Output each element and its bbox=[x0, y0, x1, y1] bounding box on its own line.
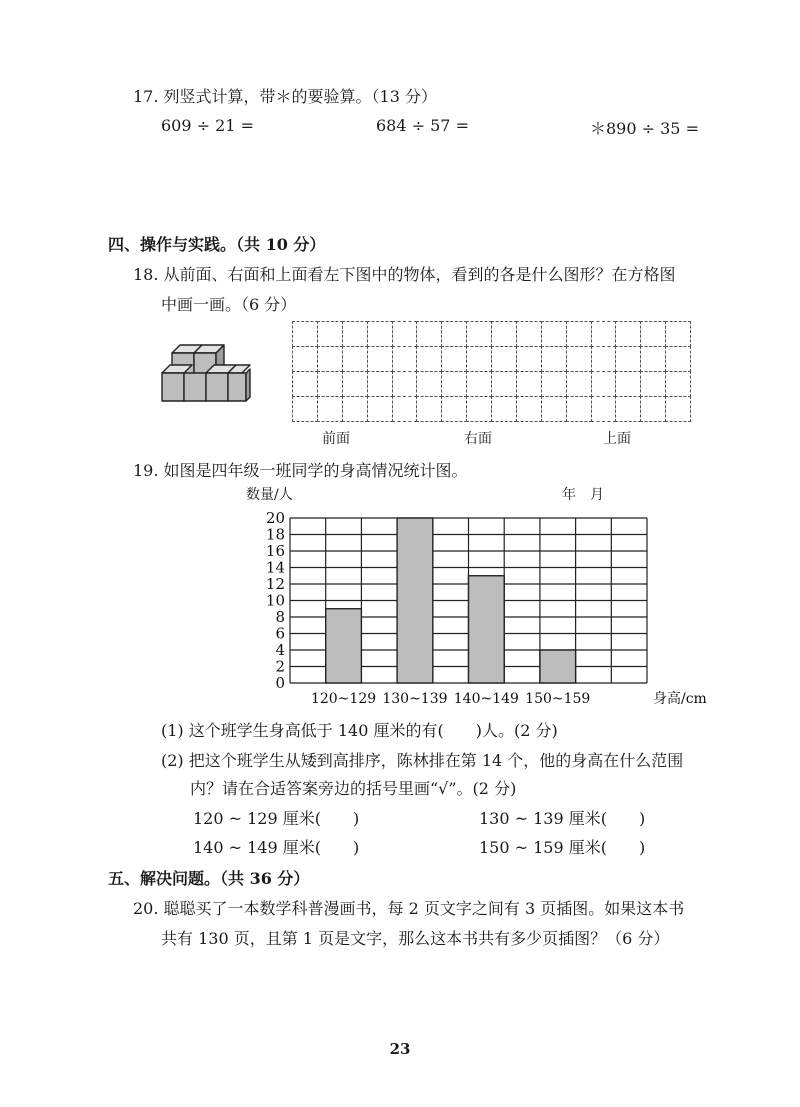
q18-line-1: 18. 从前面、右面和上面看左下图中的物体，看到的各是什么图形？在方格图 bbox=[133, 265, 676, 284]
grid-cell[interactable] bbox=[416, 396, 442, 422]
grid-cell[interactable] bbox=[615, 396, 641, 422]
grid-cell[interactable] bbox=[665, 396, 691, 422]
grid-cell[interactable] bbox=[665, 371, 691, 397]
grid-cell[interactable] bbox=[516, 371, 542, 397]
y-tick-18: 18 bbox=[265, 525, 285, 544]
grid-cell[interactable] bbox=[491, 346, 517, 372]
y-tick-12: 12 bbox=[265, 575, 285, 593]
grid-cell[interactable] bbox=[292, 321, 318, 347]
grid-cell[interactable] bbox=[342, 396, 368, 422]
q20-line-1: 20. 聪聪买了一本数学科普漫画书，每 2 页文字之间有 3 页插图。如果这本书 bbox=[133, 899, 685, 918]
x-axis-label: 身高/cm bbox=[653, 691, 707, 707]
bar-130~139 bbox=[397, 518, 433, 683]
q17-problem-1: 609 ÷ 21 = bbox=[161, 116, 254, 135]
x-tick-150~159: 150~159 bbox=[525, 691, 591, 707]
grid-cell[interactable] bbox=[615, 321, 641, 347]
grid-cell[interactable] bbox=[317, 321, 343, 347]
view-label-top: 上面 bbox=[603, 431, 631, 447]
x-tick-120~129: 120~129 bbox=[310, 691, 377, 707]
grid-cell[interactable] bbox=[516, 396, 542, 422]
grid-cell[interactable] bbox=[640, 346, 666, 372]
bar-120~129 bbox=[326, 609, 362, 683]
view-label-right: 右面 bbox=[464, 431, 492, 447]
grid-cell[interactable] bbox=[367, 371, 393, 397]
q19-option-120-129[interactable]: 120 ~ 129 厘米( ) bbox=[193, 809, 360, 828]
y-tick-0: 0 bbox=[275, 674, 285, 692]
grid-cell[interactable] bbox=[516, 321, 542, 347]
drawing-grid[interactable] bbox=[292, 321, 690, 421]
y-tick-20: 20 bbox=[265, 509, 285, 527]
grid-cell[interactable] bbox=[342, 321, 368, 347]
grid-cell[interactable] bbox=[640, 321, 666, 347]
grid-cell[interactable] bbox=[566, 346, 592, 372]
section-4-heading: 四、操作与实践。（共 10 分） bbox=[108, 235, 326, 254]
grid-cell[interactable] bbox=[367, 321, 393, 347]
grid-cell[interactable] bbox=[665, 346, 691, 372]
height-bar-chart bbox=[250, 506, 707, 711]
cube-figure bbox=[158, 343, 254, 409]
view-label-front: 前面 bbox=[322, 431, 350, 447]
grid-cell[interactable] bbox=[566, 321, 592, 347]
q17-title: 17. 列竖式计算，带＊的要验算。（13 分） bbox=[133, 87, 437, 106]
grid-cell[interactable] bbox=[466, 396, 492, 422]
grid-cell[interactable] bbox=[292, 371, 318, 397]
q20-line-2: 共有 130 页，且第 1 页是文字，那么这本书共有多少页插图？（6 分） bbox=[161, 929, 670, 948]
grid-cell[interactable] bbox=[566, 371, 592, 397]
grid-cell[interactable] bbox=[342, 346, 368, 372]
grid-cell[interactable] bbox=[541, 346, 567, 372]
q19-option-130-139[interactable]: 130 ~ 139 厘米( ) bbox=[479, 809, 646, 828]
y-tick-10: 10 bbox=[265, 591, 285, 610]
grid-cell[interactable] bbox=[392, 346, 418, 372]
q19-option-140-149[interactable]: 140 ~ 149 厘米( ) bbox=[193, 838, 360, 857]
x-tick-140~149: 140~149 bbox=[453, 691, 519, 707]
y-tick-8: 8 bbox=[275, 608, 285, 626]
q19-sub-2-line-1: (2) 把这个班学生从矮到高排序，陈林排在第 14 个，他的身高在什么范围 bbox=[161, 751, 684, 770]
y-tick-2: 2 bbox=[275, 657, 285, 676]
grid-cell[interactable] bbox=[665, 321, 691, 347]
bar-150~159 bbox=[540, 650, 576, 683]
grid-cell[interactable] bbox=[416, 371, 442, 397]
grid-cell[interactable] bbox=[292, 396, 318, 422]
grid-cell[interactable] bbox=[491, 371, 517, 397]
grid-cell[interactable] bbox=[640, 396, 666, 422]
grid-cell[interactable] bbox=[342, 371, 368, 397]
grid-cell[interactable] bbox=[615, 346, 641, 372]
grid-cell[interactable] bbox=[541, 396, 567, 422]
grid-cell[interactable] bbox=[367, 346, 393, 372]
y-tick-6: 6 bbox=[275, 624, 285, 643]
page-number: 23 bbox=[389, 1040, 411, 1058]
grid-cell[interactable] bbox=[392, 321, 418, 347]
grid-cell[interactable] bbox=[591, 371, 617, 397]
grid-cell[interactable] bbox=[466, 321, 492, 347]
bar-140~149 bbox=[469, 576, 505, 683]
grid-cell[interactable] bbox=[392, 371, 418, 397]
q19-title: 19. 如图是四年级一班同学的身高情况统计图。 bbox=[133, 461, 468, 480]
q19-sub-2-line-2: 内？请在合适答案旁边的括号里画“√”。(2 分) bbox=[190, 779, 517, 798]
grid-cell[interactable] bbox=[416, 321, 442, 347]
grid-cell[interactable] bbox=[491, 321, 517, 347]
y-tick-4: 4 bbox=[275, 641, 285, 659]
q19-option-150-159[interactable]: 150 ~ 159 厘米( ) bbox=[479, 838, 646, 857]
grid-cell[interactable] bbox=[541, 321, 567, 347]
grid-cell[interactable] bbox=[541, 371, 567, 397]
grid-cell[interactable] bbox=[441, 371, 467, 397]
grid-cell[interactable] bbox=[566, 396, 592, 422]
y-tick-14: 14 bbox=[265, 558, 285, 577]
grid-cell[interactable] bbox=[591, 346, 617, 372]
grid-cell[interactable] bbox=[292, 346, 318, 372]
grid-cell[interactable] bbox=[466, 371, 492, 397]
grid-cell[interactable] bbox=[466, 346, 492, 372]
grid-cell[interactable] bbox=[317, 346, 343, 372]
grid-cell[interactable] bbox=[317, 396, 343, 422]
q17-problem-3: ＊890 ÷ 35 = bbox=[590, 119, 699, 138]
chart-canvas bbox=[250, 506, 707, 711]
grid-cell[interactable] bbox=[416, 346, 442, 372]
grid-cell[interactable] bbox=[441, 396, 467, 422]
grid-cell[interactable] bbox=[392, 396, 418, 422]
section-5-heading: 五、解决问题。（共 36 分） bbox=[108, 869, 310, 888]
q17-problem-2: 684 ÷ 57 = bbox=[376, 116, 469, 135]
grid-cell[interactable] bbox=[591, 396, 617, 422]
grid-cell[interactable] bbox=[640, 371, 666, 397]
grid-cell[interactable] bbox=[317, 371, 343, 397]
q18-line-2: 中画一画。（6 分） bbox=[161, 295, 297, 314]
x-tick-130~139: 130~139 bbox=[382, 691, 448, 707]
grid-cell[interactable] bbox=[615, 371, 641, 397]
grid-cell[interactable] bbox=[367, 396, 393, 422]
grid-cell[interactable] bbox=[441, 321, 467, 347]
chart-y-axis-label: 数量/人 bbox=[246, 487, 293, 503]
y-tick-16: 16 bbox=[265, 542, 285, 560]
grid-cell[interactable] bbox=[441, 346, 467, 372]
chart-date-label: 年 月 bbox=[562, 487, 604, 503]
grid-cell[interactable] bbox=[516, 346, 542, 372]
cube-figure-drawing bbox=[158, 343, 254, 409]
q19-sub-1: (1) 这个班学生身高低于 140 厘米的有( )人。(2 分) bbox=[161, 721, 558, 740]
grid-cell[interactable] bbox=[491, 396, 517, 422]
grid-cell[interactable] bbox=[591, 321, 617, 347]
